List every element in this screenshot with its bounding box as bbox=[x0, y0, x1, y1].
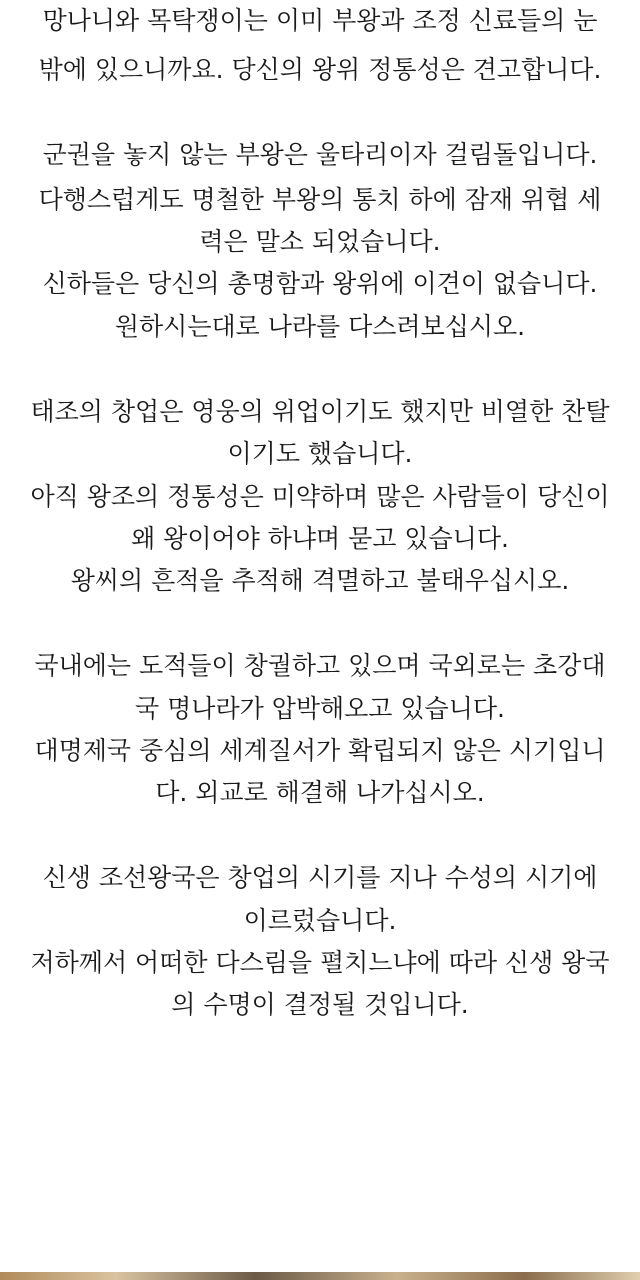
text-line: 다. 외교로 해결해 나가십시오. bbox=[155, 778, 485, 807]
text-line: 아직 왕조의 정통성은 미약하며 많은 사람들이 당신이 bbox=[30, 482, 610, 511]
text-line: 다행스럽게도 명철한 부왕의 통치 하에 잠재 위협 세 bbox=[38, 185, 602, 214]
text-line: 국내에는 도적들이 창궐하고 있으며 국외로는 초강대 bbox=[34, 651, 606, 680]
text-line: 신하들은 당신의 총명함과 왕위에 이견이 없습니다. bbox=[42, 269, 598, 298]
text-line: 왕씨의 흔적을 추적해 격멸하고 불태우십시오. bbox=[70, 566, 570, 595]
text-line: 이르렀습니다. bbox=[243, 906, 397, 935]
text-line: 대명제국 중심의 세계질서가 확립되지 않은 시기입니 bbox=[34, 736, 606, 765]
text-line: 원하시는대로 나라를 다스려보십시오. bbox=[114, 312, 526, 341]
text-line: 의 수명이 결정될 것입니다. bbox=[171, 990, 469, 1019]
text-line: 저하께서 어떠한 다스림을 펼치느냐에 따라 신생 왕국 bbox=[30, 948, 610, 977]
text-line: 군권을 놓지 않는 부왕은 울타리이자 걸림돌입니다. bbox=[42, 140, 598, 169]
text-line: 망나니와 목탁쟁이는 이미 부왕과 조정 신료들의 눈 bbox=[42, 6, 598, 35]
text-line: 국 명나라가 압박해오고 있습니다. bbox=[135, 694, 505, 723]
text-line: 력은 말소 되었습니다. bbox=[199, 227, 441, 256]
text-line: 밖에 있으니까요. 당신의 왕위 정통성은 견고합니다. bbox=[38, 55, 602, 84]
text-line: 신생 조선왕국은 창업의 시기를 지나 수성의 시기에 bbox=[42, 863, 598, 892]
text-line: 태조의 창업은 영웅의 위업이기도 했지만 비열한 찬탈 bbox=[30, 397, 610, 426]
text-line: 왜 왕이어야 하냐며 묻고 있습니다. bbox=[131, 524, 509, 553]
text-line: 이기도 했습니다. bbox=[227, 439, 413, 468]
next-image-edge bbox=[0, 1272, 640, 1280]
